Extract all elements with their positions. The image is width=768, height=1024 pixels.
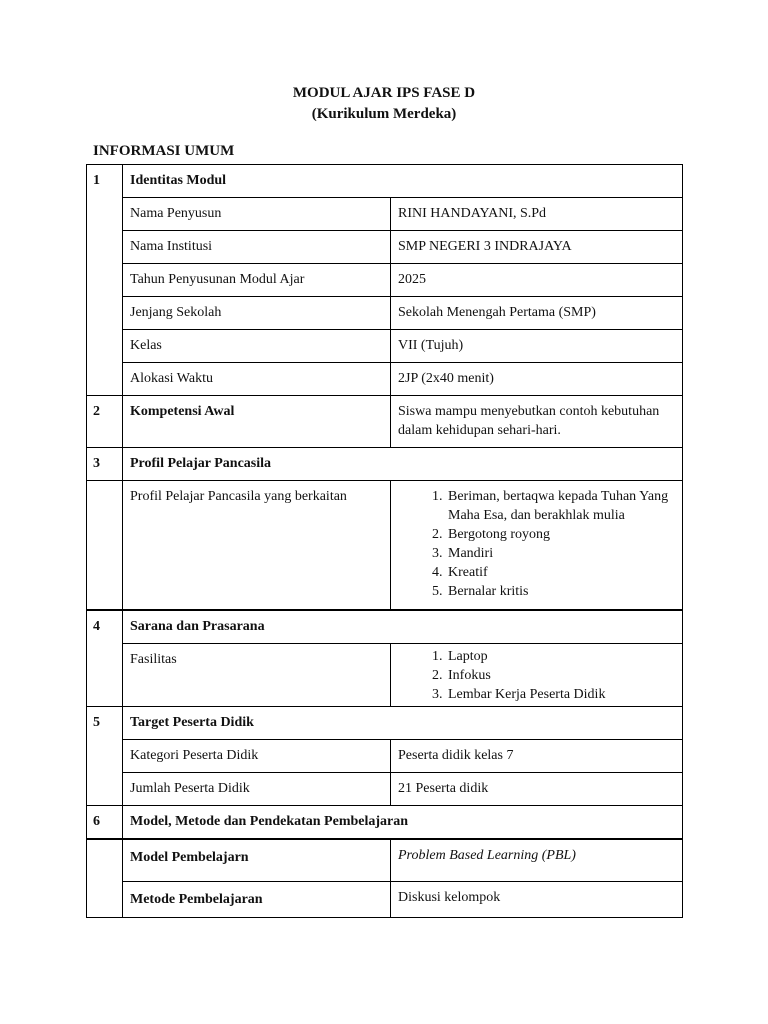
list-item: 2. Infokus: [446, 666, 675, 685]
row-label: Nama Institusi: [123, 231, 391, 264]
list-item: 3. Mandiri: [446, 544, 675, 563]
section-heading-target: Target Peserta Didik: [123, 707, 683, 740]
section-number: 6: [87, 806, 123, 840]
table-row: [87, 363, 683, 396]
row-value: Siswa mampu menyebutkan contoh kebutuhan dalam kehidupan sehari-hari.: [391, 396, 683, 448]
row-value: 2025: [391, 264, 683, 297]
row-label: Jumlah Peserta Didik: [123, 773, 391, 806]
section-2-row: [87, 396, 683, 448]
table-row: [87, 198, 683, 231]
fasilitas-list: [398, 647, 675, 704]
row-label: Nama Penyusun: [123, 198, 391, 231]
section-number: 5: [87, 707, 123, 806]
row-label: Kategori Peserta Didik: [123, 740, 391, 773]
list-item: 5. Bernalar kritis: [446, 582, 675, 601]
fasilitas-list-cell: [391, 644, 683, 707]
table-row: [87, 644, 683, 707]
document-subtitle: (Kurikulum Merdeka): [311, 106, 457, 122]
section-6-header-row: [87, 806, 683, 840]
document-title: MODUL AJAR IPS FASE D: [292, 85, 476, 101]
profil-list-cell: [391, 481, 683, 611]
table-row: [87, 264, 683, 297]
row-label: Metode Pembelajaran: [123, 882, 391, 918]
row-value: Peserta didik kelas 7: [391, 740, 683, 773]
row-label: Model Pembelajarn: [123, 839, 391, 882]
row-label: Jenjang Sekolah: [123, 297, 391, 330]
section-number: 2: [87, 396, 123, 448]
row-value: Diskusi kelompok: [391, 882, 683, 918]
profil-list: [398, 487, 675, 601]
row-value: 2JP (2x40 menit): [391, 363, 683, 396]
table-row: [87, 740, 683, 773]
list-item: 1. Laptop: [446, 647, 675, 666]
row-value: 21 Peserta didik: [391, 773, 683, 806]
section-heading: INFORMASI UMUM: [93, 143, 235, 159]
section-4-header-row: [87, 610, 683, 644]
table-row: [87, 773, 683, 806]
empty-cell: [87, 839, 123, 918]
row-value: SMP NEGERI 3 INDRAJAYA: [391, 231, 683, 264]
section-number: 1: [87, 165, 123, 396]
row-value: RINI HANDAYANI, S.Pd: [391, 198, 683, 231]
row-label: Alokasi Waktu: [123, 363, 391, 396]
row-label: Fasilitas: [123, 644, 391, 707]
row-label: Profil Pelajar Pancasila yang berkaitan: [123, 481, 391, 611]
list-item: 3. Lembar Kerja Peserta Didik: [446, 685, 675, 704]
table-row: [87, 330, 683, 363]
section-number: 3: [87, 448, 123, 481]
list-item: 1. Beriman, bertaqwa kepada Tuhan Yang Maha Esa, dan berakhlak mulia: [446, 487, 675, 525]
empty-cell: [87, 481, 123, 611]
section-heading-kompetensi: Kompetensi Awal: [123, 396, 391, 448]
table-row: [87, 231, 683, 264]
section-5-header-row: [87, 707, 683, 740]
section-heading-model: Model, Metode dan Pendekatan Pembelajaran: [123, 806, 683, 840]
row-value: Problem Based Learning (PBL): [391, 839, 683, 882]
list-item: 2. Bergotong royong: [446, 525, 675, 544]
row-label: Kelas: [123, 330, 391, 363]
row-value: VII (Tujuh): [391, 330, 683, 363]
section-heading-identitas: Identitas Modul: [123, 165, 683, 198]
section-1-header-row: [87, 165, 683, 198]
section-3-header-row: [87, 448, 683, 481]
table-row: [87, 839, 683, 882]
row-value: Sekolah Menengah Pertama (SMP): [391, 297, 683, 330]
table-row: [87, 297, 683, 330]
section-number: 4: [87, 610, 123, 707]
section-heading-profil: Profil Pelajar Pancasila: [123, 448, 683, 481]
section-heading-sarana: Sarana dan Prasarana: [123, 610, 683, 644]
table-row: [87, 882, 683, 918]
list-item: 4. Kreatif: [446, 563, 675, 582]
table-row: [87, 481, 683, 611]
info-table: [86, 164, 683, 918]
row-label: Tahun Penyusunan Modul Ajar: [123, 264, 391, 297]
